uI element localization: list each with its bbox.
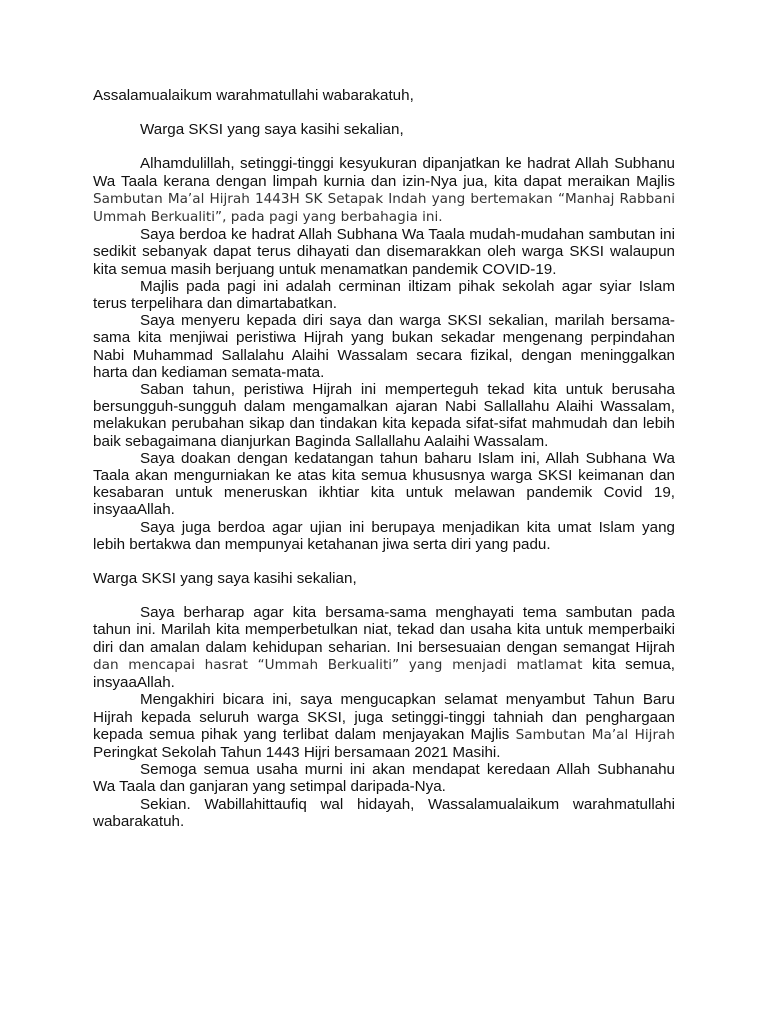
paragraph-1-text-a: Alhamdulillah, setinggi-tinggi kesyukuran dipanjatkan ke hadrat Allah Subhanu Wa Taala kerana dengan limpah kurnia dan izin-Nya jua, kita dapat meraikan Majlis bbox=[93, 155, 675, 190]
paragraph-6: Saya doakan dengan kedatangan tahun baharu Islam ini, Allah Subhana Wa Taala akan mengurniakan ke atas kita semua khususnya warga SKSI keimanan dan kesabaran untuk meneruskan ikhtiar kita untuk melawan pandemik Covid 19, insyaaAllah. bbox=[93, 449, 675, 519]
paragraph-5: Saban tahun, peristiwa Hijrah ini memperteguh tekad kita untuk berusaha bersungguh-sungguh dalam mengamalkan ajaran Nabi Sallallahu Alaihi Wassalam, melakukan perubahan sikap dan tindakan kita kepada sifat-sifat mahmudah dan lebih baik sebagaimana dianjurkan Baginda Sallallahu Aalaihi Wassalam. bbox=[93, 381, 675, 450]
salutation: Assalamualaikum warahmatullahi wabarakatuh, bbox=[93, 87, 414, 104]
paragraph-9-text-c: Peringkat Sekolah Tahun 1443 Hijri bersamaan 2021 Masihi. bbox=[93, 743, 501, 761]
paragraph-3: Majlis pada pagi ini adalah cerminan iltizam pihak sekolah agar syiar Islam terus terpelihara dan dimartabatkan. bbox=[93, 277, 675, 313]
paragraph-4: Saya menyeru kepada diri saya dan warga SKSI sekalian, marilah bersama-sama kita menjiwai peristiwa Hijrah yang bukan sekadar mengenang perpindahan Nabi Muhammad Sallalahu Alaihi Wassalam secara fizikal, dengan meninggalkan harta dan kediaman semata-mata. bbox=[93, 312, 675, 381]
paragraph-8-text-b: dan mencapai hasrat “Ummah Berkualiti” yang menjadi matlamat bbox=[93, 656, 583, 673]
greeting-heading-1: Warga SKSI yang saya kasihi sekalian, bbox=[140, 121, 404, 139]
paragraph-8-text-c: kita semua, insyaaAllah. bbox=[93, 655, 675, 692]
paragraph-1-text-b: Sambutan Ma’al Hijrah 1443H SK Setapak Indah yang bertemakan “Manhaj Rabbani Ummah Berkualiti”, pada pagi yang berbahagia ini. bbox=[93, 190, 675, 226]
paragraph-8 bbox=[93, 604, 675, 691]
paragraph-1 bbox=[93, 155, 675, 226]
paragraph-9-text-a: Mengakhiri bicara ini, saya mengucapkan selamat menyambut Tahun Baru Hijrah kepada seluruh warga SKSI, juga setinggi-tinggi tahniah dan penghargaan kepada semua pihak yang terlibat dalam menjayakan Majlis bbox=[93, 691, 675, 743]
paragraph-9-text-b: Sambutan Ma’al Hijrah bbox=[515, 726, 675, 743]
paragraph-2: Saya berdoa ke hadrat Allah Subhana Wa Taala mudah-mudahan sambutan ini sedikit sebanyak dapat terus dihayati dan disemarakkan oleh warga SKSI walaupun kita semua masih berjuang untuk menamatkan pandemik COVID-19. bbox=[93, 226, 675, 278]
letter-body bbox=[93, 87, 675, 847]
paragraph-7: Saya juga berdoa agar ujian ini berupaya menjadikan kita umat Islam yang lebih bertakwa dan mempunyai ketahanan jiwa serta diri yang padu. bbox=[93, 518, 675, 553]
section-1 bbox=[93, 155, 675, 553]
paragraph-8-text-a: Saya berharap agar kita bersama-sama menghayati tema sambutan pada tahun ini. Marilah kita memperbetulkan niat, tekad dan usaha kita untuk memperbaiki diri dan amalan dalam kehidupan seharian. Ini bersesuaian dengan semangat Hijrah bbox=[93, 604, 675, 656]
greeting-heading-2: Warga SKSI yang saya kasihi sekalian, bbox=[93, 570, 357, 588]
paragraph-9 bbox=[93, 691, 675, 761]
paragraph-10: Semoga semua usaha murni ini akan mendapat keredaan Allah Subhanahu Wa Taala dan ganjaran yang setimpal daripada-Nya. bbox=[93, 761, 675, 796]
paragraph-11: Sekian. Wabillahittaufiq wal hidayah, Wassalamualaikum warahmatullahi wabarakatuh. bbox=[93, 795, 675, 830]
section-2 bbox=[93, 604, 675, 830]
